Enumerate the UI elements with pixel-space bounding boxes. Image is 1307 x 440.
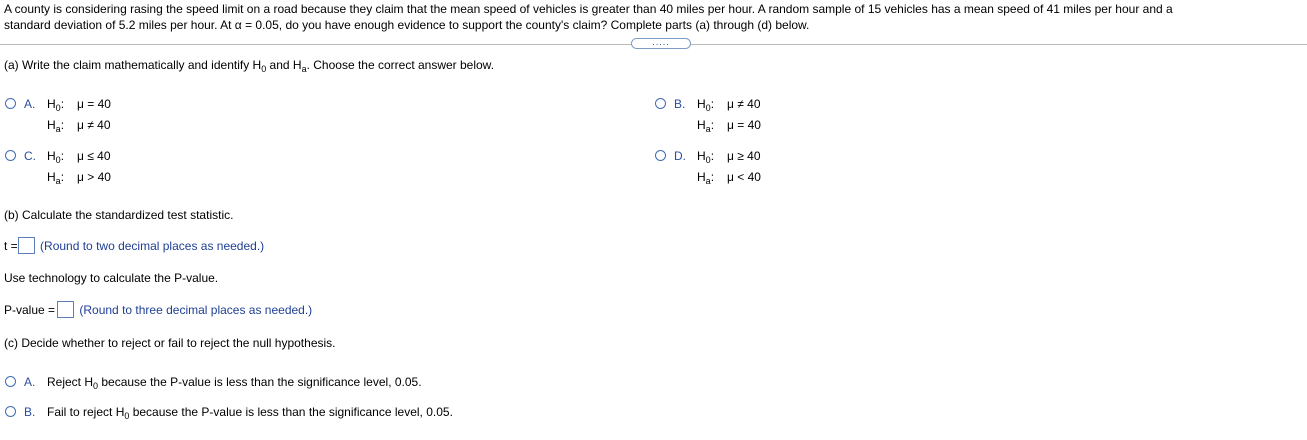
null-hypothesis: $H_0$: μ = 40 [47, 97, 111, 113]
part-a-prompt: (a) Write the claim mathematically and identify $H_0$ and $H_a$. Choose the correct answer below. [4, 58, 495, 74]
null-hypothesis: $H_0$: μ ≤ 40 [47, 149, 111, 165]
option-letter: B. [674, 97, 686, 111]
part-c-prompt: (c) Decide whether to reject or fail to reject the null hypothesis. [4, 336, 336, 350]
radio-button[interactable] [5, 376, 16, 387]
p-value-row [4, 301, 312, 318]
p-value-input[interactable] [57, 301, 74, 318]
null-hypothesis: $H_0$: μ ≥ 40 [697, 149, 761, 165]
t-statistic-input[interactable] [18, 237, 35, 254]
option-letter: D. [674, 149, 686, 163]
part-a-option-b[interactable] [655, 96, 855, 138]
expand-more-button[interactable]: ..... [631, 38, 691, 49]
problem-line-1: A county is considering rasing the speed limit on a road because they claim that the mean speed of vehicles is greater than 40 miles per hour. A random sample of 15 vehicles has a mean speed of 41 miles per hour and a [4, 2, 1173, 16]
radio-button[interactable] [655, 150, 666, 161]
option-text: Reject $H_0$ because the P-value is less than the significance level, 0.05. [47, 375, 422, 391]
option-letter: B. [24, 405, 36, 419]
part-b-prompt: (b) Calculate the standardized test statistic. [4, 208, 234, 222]
option-text: Fail to reject $H_0$ because the P-value is less than the significance level, 0.05. [47, 405, 453, 421]
radio-button[interactable] [5, 150, 16, 161]
part-a-option-d[interactable] [655, 148, 855, 190]
option-letter: A. [24, 97, 36, 111]
alternative-hypothesis: $H_a$: μ ≠ 40 [47, 118, 111, 134]
problem-line-2: standard deviation of 5.2 miles per hour. At α = 0.05, do you have enough evidence to support the county's claim? Complete parts (a) through (d) below. [4, 18, 810, 32]
p-value-label: P-value = [4, 303, 56, 317]
t-label: t = [4, 239, 18, 253]
radio-button[interactable] [5, 98, 16, 109]
option-letter: C. [24, 149, 36, 163]
problem-statement [4, 1, 1294, 33]
part-a-option-a[interactable] [5, 96, 205, 138]
technology-prompt: Use technology to calculate the P-value. [4, 271, 219, 285]
part-c-option-a[interactable] [5, 374, 485, 392]
radio-button[interactable] [5, 406, 16, 417]
p-rounding-hint: (Round to three decimal places as needed.) [79, 303, 313, 317]
alternative-hypothesis: $H_a$: μ = 40 [697, 118, 761, 134]
null-hypothesis: $H_0$: μ ≠ 40 [697, 97, 761, 113]
part-a-option-c[interactable] [5, 148, 205, 190]
option-letter: A. [24, 375, 36, 389]
t-statistic-row [4, 237, 264, 254]
alternative-hypothesis: $H_a$: μ < 40 [697, 170, 761, 186]
t-rounding-hint: (Round to two decimal places as needed.) [40, 239, 265, 253]
radio-button[interactable] [655, 98, 666, 109]
alternative-hypothesis: $H_a$: μ > 40 [47, 170, 111, 186]
part-c-option-b[interactable] [5, 404, 505, 422]
